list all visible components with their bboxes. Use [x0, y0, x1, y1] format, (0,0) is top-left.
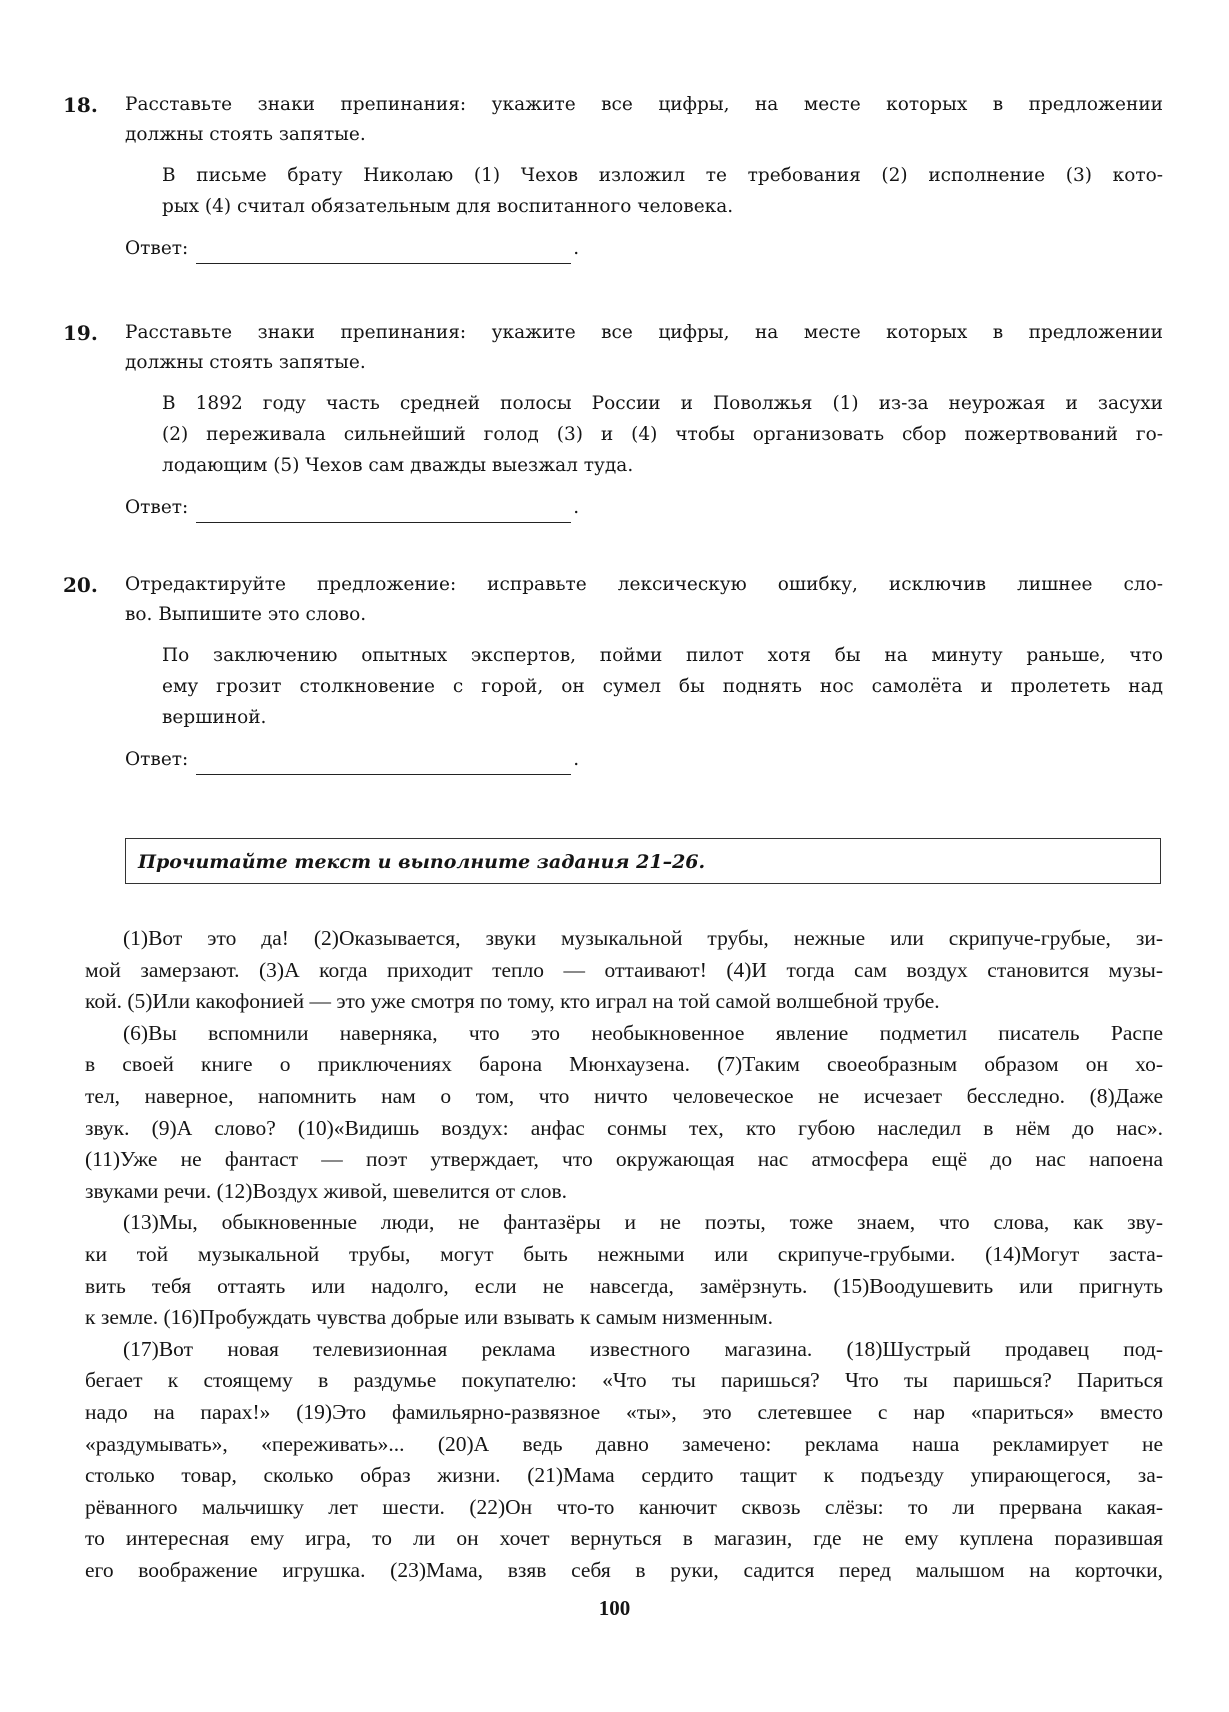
answer-blank-field[interactable]: [196, 754, 571, 775]
passage-line: столько товар, сколько образ жизни. (21)Мама сердито тащит к подъезду упирающегося, за-: [85, 1463, 1163, 1488]
answer-label: Ответ:: [125, 238, 189, 259]
question-number: 19.: [63, 321, 98, 345]
question-number: 20.: [63, 573, 98, 597]
answer-period: .: [573, 238, 580, 259]
passage-line: то интересная ему игра, то ли он хочет вернуться в магазин, где не ему куплена поразившая: [85, 1526, 1163, 1551]
passage-line: (1)Вот это да! (2)Оказывается, звуки музыкальной трубы, нежные или скрипуче-грубые, зи-: [123, 926, 1163, 950]
answer-row: [125, 745, 1163, 775]
sentence-line: рых (4) считал обязательным для воспитанного человека.: [162, 196, 734, 217]
sentence-line: В 1892 году часть средней полосы России и Поволжья (1) из-за неурожая и засухи: [162, 393, 1163, 414]
question-number: 18.: [63, 93, 98, 117]
passage-line: надо на парах!» (19)Это фамильярно-развязное «ты», это слетевшее с нар «париться» вместо: [85, 1399, 1163, 1424]
sentence-line: ему грозит столкновение с горой, он сумел бы поднять нос самолёта и пролететь над: [162, 676, 1163, 697]
passage-line: рёванного мальчишку лет шести. (22)Он что-то канючит сквозь слёзы: то ли прервана какая-: [85, 1494, 1163, 1519]
passage-paragraph: [85, 1207, 1163, 1333]
question-body: [125, 90, 1163, 264]
sentence-line: В письме брату Николаю (1) Чехов изложил те требования (2) исполнение (3) кото-: [162, 165, 1163, 186]
example-sentence: [162, 160, 1163, 222]
passage-line: его воображение игрушка. (23)Мама, взяв себя в руки, садится перед малышом на корточки,: [85, 1557, 1163, 1582]
task-line: Отредактируйте предложение: исправьте лексическую ошибку, исключив лишнее сло-: [125, 574, 1163, 595]
task-line: во. Выпишите это слово.: [125, 604, 367, 625]
answer-period: .: [573, 497, 580, 518]
passage-line: в своей книге о приключениях барона Мюнхаузена. (7)Таким своеобразным образом он хо-: [85, 1052, 1163, 1077]
instruction-text: Прочитайте текст и выполните задания 21–26.: [138, 851, 706, 873]
passage-paragraph: [85, 1334, 1163, 1587]
task-line: Расставьте знаки препинания: укажите все цифры, на месте которых в предложении: [125, 94, 1163, 115]
sentence-line: вершиной.: [162, 707, 267, 728]
passage-line: звук. (9)А слово? (10)«Видишь воздух: анфас сонмы тех, кто губою наследил в нём до нас».: [85, 1115, 1163, 1140]
answer-period: .: [573, 749, 580, 770]
passage-line: (17)Вот новая телевизионная реклама известного магазина. (18)Шустрый продавец под-: [123, 1336, 1163, 1361]
question-body: [125, 318, 1163, 523]
sentence-line: лодающим (5) Чехов сам дважды выезжал туда.: [162, 455, 634, 476]
passage-paragraph: [85, 1018, 1163, 1208]
passage-line: (13)Мы, обыкновенные люди, не фантазёры и не поэты, тоже знаем, что слова, как зву-: [123, 1210, 1163, 1235]
passage-line: кой. (5)Или какофонией — это уже смотря по тому, кто играл на той самой волшебной трубе.: [85, 989, 940, 1014]
sentence-line: По заключению опытных экспертов, пойми пилот хотя бы на минуту раньше, что: [162, 645, 1163, 666]
reading-passage: [85, 923, 1163, 1586]
task-line: должны стоять запятые.: [125, 352, 366, 373]
instruction-box: [125, 838, 1161, 884]
answer-row: [125, 234, 1163, 264]
passage-line: ки той музыкальной трубы, могут быть нежными или скрипуче-грубыми. (14)Могут заста-: [85, 1241, 1163, 1266]
example-sentence: [162, 640, 1163, 733]
answer-label: Ответ:: [125, 749, 189, 770]
question-body: [125, 570, 1163, 775]
answer-label: Ответ:: [125, 497, 189, 518]
passage-line: (11)Уже не фантаст — поэт утверждает, что окружающая нас атмосфера ещё до нас напоена: [85, 1147, 1163, 1172]
passage-line: (6)Вы вспомнили наверняка, что это необыкновенное явление подметил писатель Распе: [123, 1020, 1163, 1045]
example-sentence: [162, 388, 1163, 481]
answer-row: [125, 493, 1163, 523]
passage-line: мой замерзают. (3)А когда приходит тепло — оттаивают! (4)И тогда сам воздух становится музы-: [85, 957, 1163, 982]
task-line: Расставьте знаки препинания: укажите все цифры, на месте которых в предложении: [125, 322, 1163, 343]
answer-blank-field[interactable]: [196, 502, 571, 523]
passage-line: вить тебя оттаять или надолго, если не навсегда, замёрзнуть. (15)Воодушевить или пригнуть: [85, 1273, 1163, 1298]
passage-line: звуками речи. (12)Воздух живой, шевелится от слов.: [85, 1178, 567, 1203]
task-line: должны стоять запятые.: [125, 124, 366, 145]
sentence-line: (2) переживала сильнейший голод (3) и (4) чтобы организовать сбор пожертвований го-: [162, 424, 1163, 445]
passage-line: «раздумывать», «переживать»... (20)А ведь давно замечено: реклама наша рекламирует не: [85, 1431, 1163, 1456]
passage-line: тел, наверное, напомнить нам о том, что ничто человеческое не исчезает бесследно. (8)Даже: [85, 1083, 1163, 1108]
page-number: 100: [598, 1596, 631, 1620]
answer-blank-field[interactable]: [196, 243, 571, 264]
passage-line: бегает к стоящему в раздумье покупателю: «Что ты паришься? Что ты паришься? Париться: [85, 1368, 1163, 1393]
passage-paragraph: [85, 923, 1163, 1018]
passage-line: к земле. (16)Пробуждать чувства добрые или взывать к самым низменным.: [85, 1305, 773, 1330]
